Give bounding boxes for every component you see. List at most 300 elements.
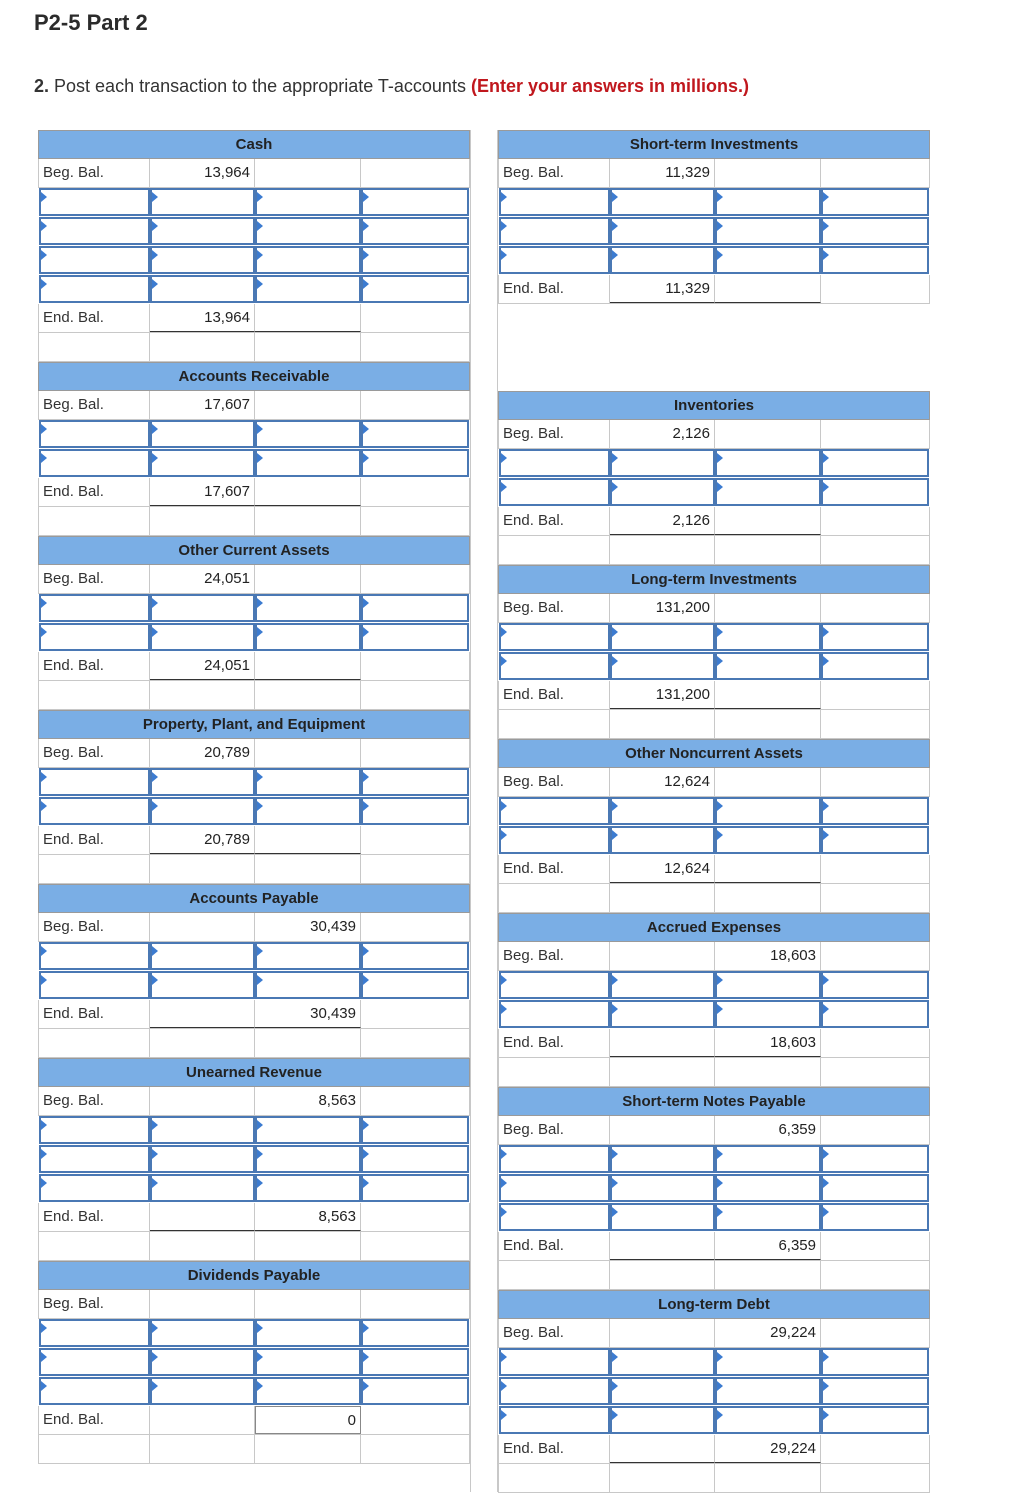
end-bal-label: End. Bal.	[499, 1029, 610, 1057]
beg-bal-row	[38, 391, 470, 420]
entry-input[interactable]	[39, 768, 150, 796]
instruction-number: 2.	[34, 76, 50, 96]
entry-input[interactable]	[821, 1348, 929, 1376]
account-title: Short-term Investments	[498, 130, 930, 159]
entry-input[interactable]	[715, 623, 821, 651]
entry-row	[498, 1377, 930, 1406]
entry-input[interactable]	[715, 797, 821, 825]
entry-input[interactable]	[150, 420, 255, 448]
entry-input[interactable]	[499, 971, 610, 999]
entry-input[interactable]	[361, 188, 469, 216]
end-bal-label: End. Bal.	[499, 1232, 610, 1260]
blank-row	[38, 1029, 470, 1058]
entry-input[interactable]	[255, 942, 361, 970]
end-debit: 17,607	[150, 478, 255, 506]
beg-bal-label: Beg. Bal.	[39, 1087, 150, 1115]
entry-row	[38, 1319, 470, 1348]
account-title: Accounts Payable	[38, 884, 470, 913]
end-bal-label: End. Bal.	[499, 855, 610, 883]
column-gap	[470, 130, 498, 1492]
entry-input[interactable]	[150, 1319, 255, 1347]
beg-bal-label: Beg. Bal.	[499, 768, 610, 796]
beg-bal-label: Beg. Bal.	[499, 420, 610, 448]
entry-input[interactable]	[610, 217, 715, 245]
t-account-long-term-investments	[498, 565, 930, 739]
t-account-accounts-receivable	[38, 362, 470, 536]
entry-input[interactable]	[715, 478, 821, 506]
end-bal-label: End. Bal.	[39, 1406, 150, 1434]
entry-input[interactable]	[255, 1377, 361, 1405]
entry-input[interactable]	[39, 188, 150, 216]
entry-input[interactable]	[499, 1203, 610, 1231]
end-bal-label: End. Bal.	[499, 681, 610, 709]
beg-bal-label: Beg. Bal.	[499, 1116, 610, 1144]
entry-input[interactable]	[610, 1000, 715, 1028]
entry-input[interactable]	[610, 623, 715, 651]
left-column	[38, 130, 470, 1464]
beg-credit: 29,224	[715, 1319, 821, 1347]
entry-row	[498, 449, 930, 478]
entry-input[interactable]	[499, 797, 610, 825]
entry-input[interactable]	[821, 188, 929, 216]
entry-input[interactable]	[255, 188, 361, 216]
spacer-row	[498, 362, 930, 391]
instruction-emphasis: (Enter your answers in millions.)	[470, 76, 750, 96]
entry-input[interactable]	[610, 1348, 715, 1376]
entry-input[interactable]	[361, 449, 469, 477]
entry-row	[498, 1000, 930, 1029]
entry-row	[498, 1145, 930, 1174]
beg-credit: 18,603	[715, 942, 821, 970]
beg-bal-label: Beg. Bal.	[499, 594, 610, 622]
entry-row	[38, 594, 470, 623]
entry-row	[38, 246, 470, 275]
account-title: Other Noncurrent Assets	[498, 739, 930, 768]
entry-input[interactable]	[150, 449, 255, 477]
entry-input[interactable]	[821, 1203, 929, 1231]
entry-input[interactable]	[150, 768, 255, 796]
beg-debit: 20,789	[150, 739, 255, 767]
end-bal-row	[498, 1435, 930, 1464]
entry-row	[498, 652, 930, 681]
entry-input[interactable]	[150, 188, 255, 216]
entry-input[interactable]	[715, 826, 821, 854]
end-bal-row	[38, 652, 470, 681]
entry-input[interactable]	[39, 1348, 150, 1376]
beg-bal-row	[38, 913, 470, 942]
entry-input[interactable]	[39, 1319, 150, 1347]
end-bal-label: End. Bal.	[39, 652, 150, 680]
end-bal-label: End. Bal.	[39, 1000, 150, 1028]
t-account-short-term-notes-payable	[498, 1087, 930, 1290]
entry-input[interactable]	[715, 1174, 821, 1202]
entry-input[interactable]	[39, 971, 150, 999]
spacer-row	[498, 333, 930, 362]
beg-bal-row	[498, 420, 930, 449]
entry-input[interactable]	[361, 1319, 469, 1347]
entry-input[interactable]	[499, 1406, 610, 1434]
end-bal-row	[38, 826, 470, 855]
entry-input[interactable]	[150, 797, 255, 825]
entry-input[interactable]	[361, 1145, 469, 1173]
beg-bal-row	[498, 594, 930, 623]
blank-row	[498, 536, 930, 565]
right-column	[498, 130, 930, 1493]
entry-input[interactable]	[821, 1000, 929, 1028]
instruction	[34, 76, 749, 97]
entry-input[interactable]	[361, 594, 469, 622]
account-title: Cash	[38, 130, 470, 159]
entry-input[interactable]	[499, 449, 610, 477]
entry-input[interactable]	[361, 420, 469, 448]
account-title: Unearned Revenue	[38, 1058, 470, 1087]
end-bal-label: End. Bal.	[39, 826, 150, 854]
beg-bal-label: Beg. Bal.	[39, 159, 150, 187]
entry-input[interactable]	[821, 478, 929, 506]
entry-input[interactable]	[821, 246, 929, 274]
account-title: Short-term Notes Payable	[498, 1087, 930, 1116]
beg-bal-row	[38, 565, 470, 594]
account-title: Long-term Debt	[498, 1290, 930, 1319]
beg-bal-row	[38, 1087, 470, 1116]
entry-input[interactable]	[715, 217, 821, 245]
entry-input[interactable]	[610, 188, 715, 216]
beg-bal-label: Beg. Bal.	[499, 942, 610, 970]
entry-input[interactable]	[499, 478, 610, 506]
beg-debit: 13,964	[150, 159, 255, 187]
end-debit: 2,126	[610, 507, 715, 535]
end-bal-row	[38, 1000, 470, 1029]
entry-input[interactable]	[821, 217, 929, 245]
entry-input[interactable]	[499, 826, 610, 854]
entry-input[interactable]	[39, 623, 150, 651]
beg-debit: 11,329	[610, 159, 715, 187]
beg-bal-label: Beg. Bal.	[39, 565, 150, 593]
entry-row	[38, 217, 470, 246]
end-credit: 29,224	[715, 1435, 821, 1463]
beg-bal-row	[38, 739, 470, 768]
entry-input[interactable]	[499, 1174, 610, 1202]
entry-row	[38, 768, 470, 797]
beg-debit: 17,607	[150, 391, 255, 419]
entry-input[interactable]	[255, 594, 361, 622]
entry-input[interactable]	[499, 246, 610, 274]
entry-input[interactable]	[715, 1406, 821, 1434]
entry-row	[38, 1377, 470, 1406]
blank-row	[38, 333, 470, 362]
entry-input[interactable]	[610, 478, 715, 506]
beg-bal-row	[498, 1319, 930, 1348]
account-title: Accounts Receivable	[38, 362, 470, 391]
t-account-ppe	[38, 710, 470, 884]
beg-bal-row	[498, 768, 930, 797]
entry-input[interactable]	[821, 797, 929, 825]
entry-row	[38, 1116, 470, 1145]
entry-input[interactable]	[39, 1145, 150, 1173]
entry-input[interactable]	[715, 246, 821, 274]
entry-input[interactable]	[39, 1377, 150, 1405]
blank-row	[38, 1232, 470, 1261]
entry-input[interactable]	[499, 1000, 610, 1028]
entry-input[interactable]	[150, 1174, 255, 1202]
spacer-row	[498, 304, 930, 333]
entry-input[interactable]	[150, 275, 255, 303]
entry-input[interactable]	[255, 768, 361, 796]
entry-input[interactable]	[610, 1203, 715, 1231]
entry-input[interactable]	[499, 1348, 610, 1376]
t-account-accounts-payable	[38, 884, 470, 1058]
entry-row	[498, 971, 930, 1000]
entry-input[interactable]	[361, 217, 469, 245]
end-bal-row	[498, 855, 930, 884]
entry-row	[498, 623, 930, 652]
end-debit: 131,200	[610, 681, 715, 709]
end-bal-row	[38, 1406, 470, 1435]
entry-input[interactable]	[821, 652, 929, 680]
end-bal-row	[498, 507, 930, 536]
entry-input[interactable]	[821, 449, 929, 477]
end-bal-label: End. Bal.	[499, 1435, 610, 1463]
entry-input[interactable]	[150, 246, 255, 274]
entry-input[interactable]	[821, 1406, 929, 1434]
end-debit: 12,624	[610, 855, 715, 883]
entry-input[interactable]	[361, 623, 469, 651]
end-debit: 13,964	[150, 304, 255, 332]
entry-input[interactable]	[255, 246, 361, 274]
entry-input[interactable]	[821, 623, 929, 651]
entry-input[interactable]	[715, 652, 821, 680]
entry-input[interactable]	[255, 1319, 361, 1347]
end-credit: 8,563	[255, 1203, 361, 1231]
entry-input[interactable]	[361, 1377, 469, 1405]
entry-row	[498, 1174, 930, 1203]
entry-input[interactable]	[39, 594, 150, 622]
beg-bal-label: Beg. Bal.	[39, 391, 150, 419]
end-credit: 30,439	[255, 1000, 361, 1028]
entry-input[interactable]	[610, 826, 715, 854]
account-title: Accrued Expenses	[498, 913, 930, 942]
end-bal-row	[38, 304, 470, 333]
entry-input[interactable]	[610, 1406, 715, 1434]
entry-input[interactable]	[361, 1174, 469, 1202]
blank-row	[498, 1464, 930, 1493]
entry-input[interactable]	[150, 971, 255, 999]
entry-input[interactable]	[499, 1145, 610, 1173]
end-bal-label: End. Bal.	[39, 1203, 150, 1231]
entry-input[interactable]	[255, 971, 361, 999]
blank-row	[38, 855, 470, 884]
entry-input[interactable]	[715, 449, 821, 477]
entry-input[interactable]	[715, 1000, 821, 1028]
end-debit: 24,051	[150, 652, 255, 680]
end-bal-label: End. Bal.	[499, 507, 610, 535]
entry-input[interactable]	[39, 1116, 150, 1144]
end-debit: 20,789	[150, 826, 255, 854]
t-account-accrued-expenses	[498, 913, 930, 1087]
entry-input[interactable]	[821, 971, 929, 999]
instruction-text: Post each transaction to the appropriate T-accounts	[54, 76, 466, 96]
t-account-inventories	[498, 391, 930, 565]
entry-input[interactable]	[39, 449, 150, 477]
beg-bal-row	[498, 942, 930, 971]
entry-input[interactable]	[361, 797, 469, 825]
entry-input[interactable]	[361, 1116, 469, 1144]
end-bal-label: End. Bal.	[39, 304, 150, 332]
entry-input[interactable]	[610, 1145, 715, 1173]
entry-row	[38, 449, 470, 478]
entry-row	[498, 188, 930, 217]
entry-input[interactable]	[610, 1377, 715, 1405]
beg-bal-label: Beg. Bal.	[39, 1290, 150, 1318]
blank-row	[38, 507, 470, 536]
entry-row	[498, 1203, 930, 1232]
entry-input[interactable]	[821, 1174, 929, 1202]
entry-row	[38, 623, 470, 652]
end-bal-row	[38, 1203, 470, 1232]
beg-bal-label: Beg. Bal.	[39, 913, 150, 941]
entry-row	[38, 942, 470, 971]
entry-input[interactable]	[361, 942, 469, 970]
entry-input[interactable]	[150, 217, 255, 245]
entry-input[interactable]	[610, 1174, 715, 1202]
entry-row	[498, 478, 930, 507]
entry-input[interactable]	[610, 449, 715, 477]
entry-input[interactable]	[361, 246, 469, 274]
end-bal-row	[498, 275, 930, 304]
entry-input[interactable]	[715, 1145, 821, 1173]
end-debit: 11,329	[610, 275, 715, 303]
end-bal-row	[498, 1029, 930, 1058]
t-account-cash	[38, 130, 470, 362]
entry-input[interactable]	[39, 942, 150, 970]
account-title: Inventories	[498, 391, 930, 420]
entry-row	[38, 420, 470, 449]
entry-row	[38, 1174, 470, 1203]
entry-input[interactable]	[150, 594, 255, 622]
beg-credit: 8,563	[255, 1087, 361, 1115]
end-bal-row	[498, 681, 930, 710]
entry-input[interactable]	[255, 1116, 361, 1144]
entry-input[interactable]	[39, 275, 150, 303]
beg-bal-row	[498, 1116, 930, 1145]
entry-input[interactable]	[715, 1203, 821, 1231]
entry-input[interactable]	[361, 1348, 469, 1376]
t-account-short-term-investments	[498, 130, 930, 391]
entry-input[interactable]	[361, 971, 469, 999]
entry-row	[38, 971, 470, 1000]
entry-input[interactable]	[150, 1145, 255, 1173]
entry-input[interactable]	[255, 1145, 361, 1173]
entry-row	[498, 217, 930, 246]
t-account-other-noncurrent-assets	[498, 739, 930, 913]
entry-input[interactable]	[255, 623, 361, 651]
beg-bal-label: Beg. Bal.	[499, 159, 610, 187]
entry-input[interactable]	[499, 623, 610, 651]
blank-row	[38, 1435, 470, 1464]
beg-bal-row	[498, 159, 930, 188]
entry-input[interactable]	[255, 1174, 361, 1202]
entry-input[interactable]	[610, 246, 715, 274]
end-credit: 6,359	[715, 1232, 821, 1260]
entry-input[interactable]	[150, 942, 255, 970]
beg-bal-label: Beg. Bal.	[39, 739, 150, 767]
entry-input[interactable]	[821, 1377, 929, 1405]
t-account-unearned-revenue	[38, 1058, 470, 1261]
beg-debit: 24,051	[150, 565, 255, 593]
entry-input[interactable]	[715, 1348, 821, 1376]
entry-input[interactable]	[255, 449, 361, 477]
entry-input[interactable]	[150, 1377, 255, 1405]
entry-input[interactable]	[150, 1348, 255, 1376]
account-title: Long-term Investments	[498, 565, 930, 594]
entry-row	[498, 1406, 930, 1435]
entry-input[interactable]	[255, 420, 361, 448]
entry-input[interactable]	[39, 420, 150, 448]
entry-input[interactable]	[715, 1377, 821, 1405]
entry-input[interactable]	[150, 1116, 255, 1144]
account-title: Property, Plant, and Equipment	[38, 710, 470, 739]
t-account-long-term-debt	[498, 1290, 930, 1493]
entry-input[interactable]	[39, 246, 150, 274]
entry-row	[38, 1348, 470, 1377]
entry-input[interactable]	[499, 188, 610, 216]
entry-row	[498, 797, 930, 826]
beg-debit: 131,200	[610, 594, 715, 622]
end-bal-row	[38, 478, 470, 507]
entry-input[interactable]	[255, 1348, 361, 1376]
end-credit: 0	[255, 1406, 361, 1434]
entry-input[interactable]	[715, 188, 821, 216]
entry-input[interactable]	[499, 1377, 610, 1405]
beg-debit: 12,624	[610, 768, 715, 796]
beg-bal-row	[38, 1290, 470, 1319]
blank-row	[38, 681, 470, 710]
entry-input[interactable]	[610, 971, 715, 999]
entry-input[interactable]	[255, 217, 361, 245]
entry-input[interactable]	[610, 797, 715, 825]
entry-row	[38, 797, 470, 826]
entry-input[interactable]	[499, 652, 610, 680]
entry-row	[498, 246, 930, 275]
entry-input[interactable]	[821, 826, 929, 854]
entry-input[interactable]	[361, 275, 469, 303]
t-account-other-current-assets	[38, 536, 470, 710]
entry-input[interactable]	[821, 1145, 929, 1173]
entry-row	[38, 275, 470, 304]
entry-input[interactable]	[361, 768, 469, 796]
entry-row	[38, 1145, 470, 1174]
entry-input[interactable]	[255, 797, 361, 825]
entry-input[interactable]	[499, 217, 610, 245]
entry-input[interactable]	[150, 623, 255, 651]
entry-input[interactable]	[610, 652, 715, 680]
end-bal-label: End. Bal.	[499, 275, 610, 303]
entry-input[interactable]	[39, 1174, 150, 1202]
t-accounts-grid	[38, 130, 930, 1492]
entry-input[interactable]	[39, 217, 150, 245]
end-bal-row	[498, 1232, 930, 1261]
entry-input[interactable]	[715, 971, 821, 999]
t-account-dividends-payable	[38, 1261, 470, 1464]
beg-credit: 6,359	[715, 1116, 821, 1144]
entry-row	[38, 188, 470, 217]
entry-input[interactable]	[39, 797, 150, 825]
entry-input[interactable]	[255, 275, 361, 303]
end-bal-label: End. Bal.	[39, 478, 150, 506]
blank-row	[498, 1261, 930, 1290]
blank-row	[498, 884, 930, 913]
account-title: Other Current Assets	[38, 536, 470, 565]
